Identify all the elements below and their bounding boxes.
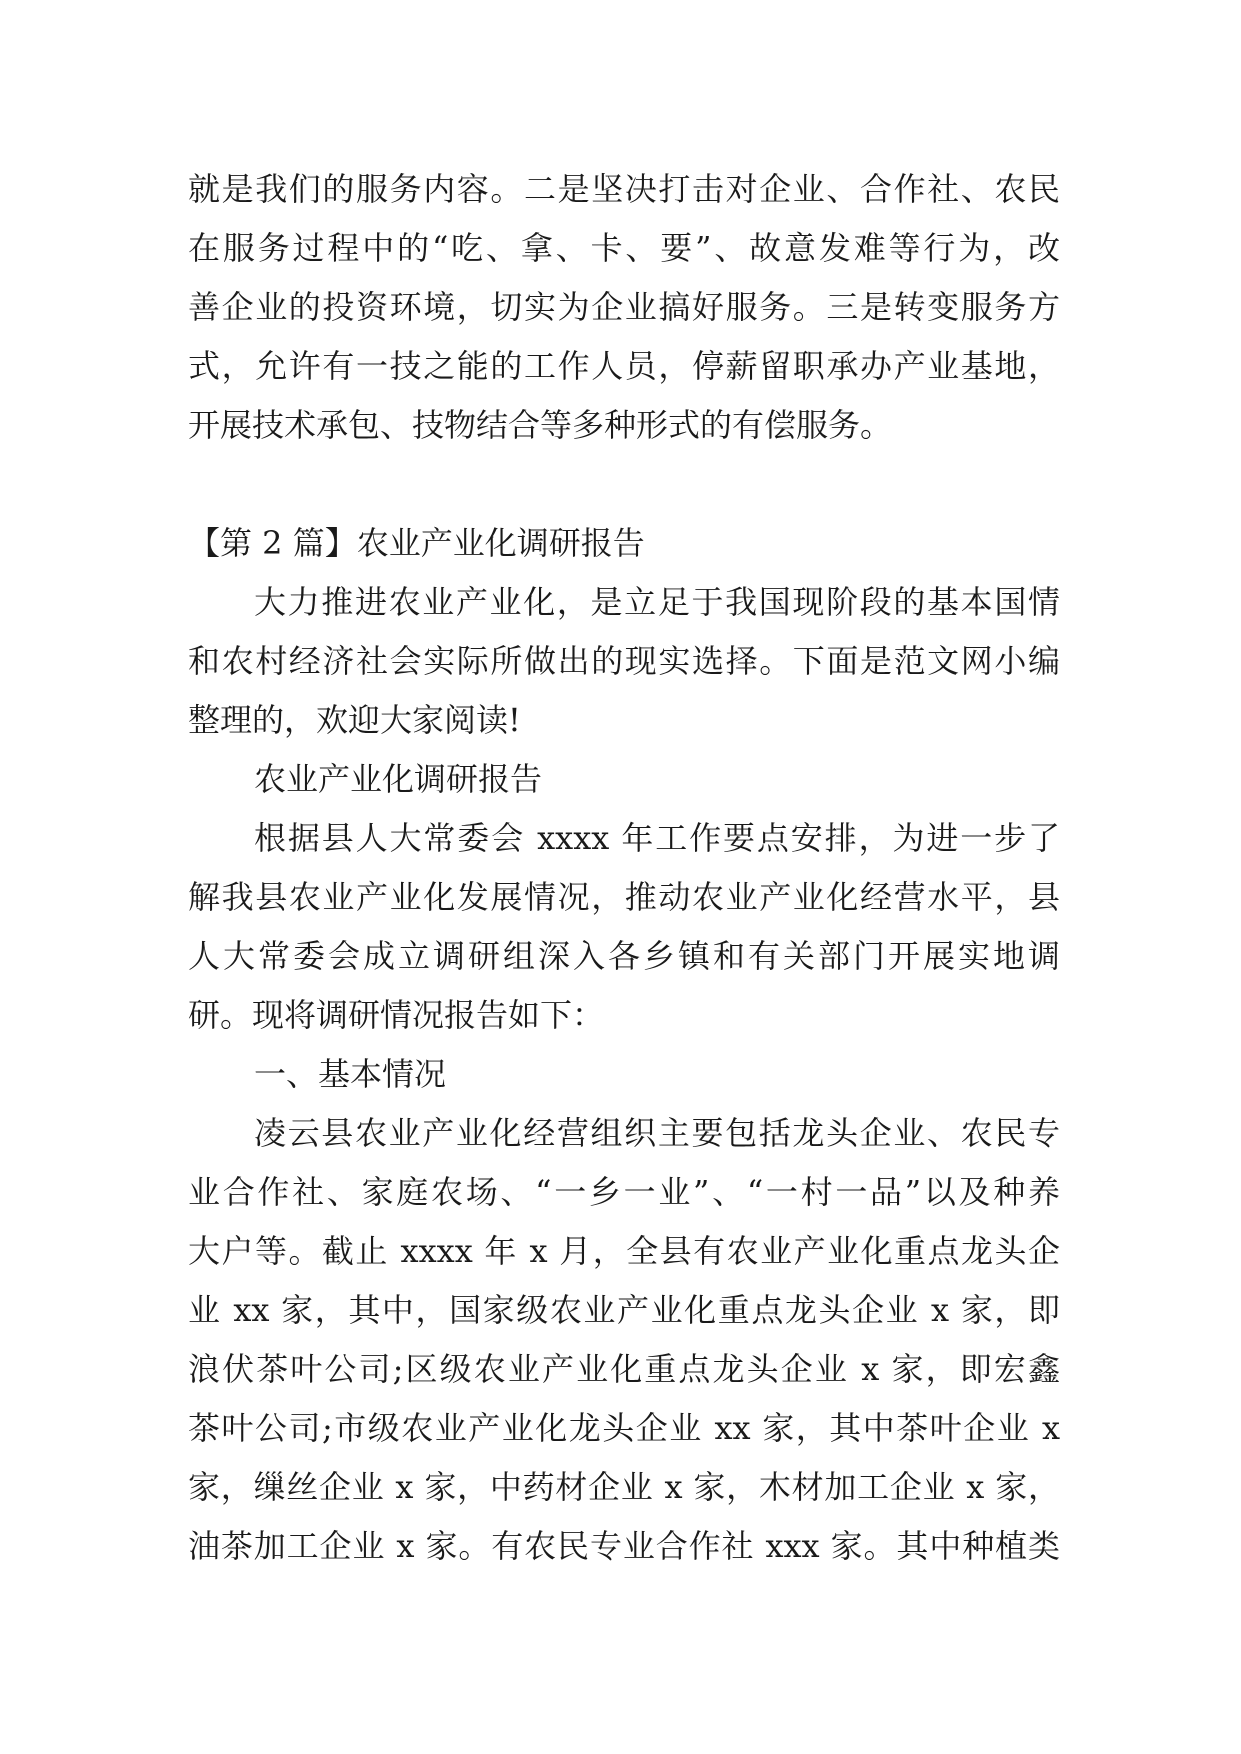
report-line: 研。现将调研情况报告如下： (188, 996, 605, 1034)
section-heading: 【第 2 篇】农业产业化调研报告 (188, 524, 645, 562)
continuation-line: 善企业的投资环境，切实为企业搞好服务。三是转变服务方 (188, 288, 1060, 326)
intro-line: 和农村经济社会实际所做出的现实选择。下面是范文网小编 (188, 642, 1060, 680)
paragraph-gap (188, 455, 1060, 514)
basic-line: 业 xx 家，其中，国家级农业产业化重点龙头企业 x 家，即 (188, 1291, 1060, 1329)
basic-line: 凌云县农业产业化经营组织主要包括龙头企业、农民专 (254, 1114, 1060, 1152)
continuation-line: 在服务过程中的“吃、拿、卡、要”、故意发难等行为，改 (188, 229, 1060, 267)
intro-line: 大力推进农业产业化，是立足于我国现阶段的基本国情 (254, 583, 1060, 621)
intro-line: 整理的，欢迎大家阅读! (188, 701, 521, 739)
basic-line: 油茶加工企业 x 家。有农民专业合作社 xxx 家。其中种植类 (188, 1527, 1060, 1565)
report-line: 解我县农业产业化发展情况，推动农业产业化经营水平，县 (188, 878, 1060, 916)
continuation-line: 就是我们的服务内容。二是坚决打击对企业、合作社、农民 (188, 170, 1060, 208)
basic-line: 大户等。截止 xxxx 年 x 月，全县有农业产业化重点龙头企 (188, 1232, 1060, 1270)
basic-line: 家，缫丝企业 x 家，中药材企业 x 家，木材加工企业 x 家， (188, 1468, 1060, 1506)
continuation-line: 开展技术承包、技物结合等多种形式的有偿服务。 (188, 406, 893, 444)
subheading: 一、基本情况 (254, 1055, 447, 1093)
report-line: 人大常委会成立调研组深入各乡镇和有关部门开展实地调 (188, 937, 1060, 975)
basic-line: 业合作社、家庭农场、“一乡一业”、“一村一品”以及种养 (188, 1173, 1060, 1211)
continuation-line: 式，允许有一技之能的工作人员，停薪留职承办产业基地， (188, 347, 1060, 385)
basic-line: 茶叶公司;市级农业产业化龙头企业 xx 家，其中茶叶企业 x (188, 1409, 1060, 1447)
basic-line: 浪伏茶叶公司;区级农业产业化重点龙头企业 x 家，即宏鑫 (188, 1350, 1060, 1388)
report-line: 根据县人大常委会 xxxx 年工作要点安排，为进一步了 (254, 819, 1060, 857)
report-title: 农业产业化调研报告 (254, 760, 543, 798)
document-page (188, 160, 1060, 1576)
